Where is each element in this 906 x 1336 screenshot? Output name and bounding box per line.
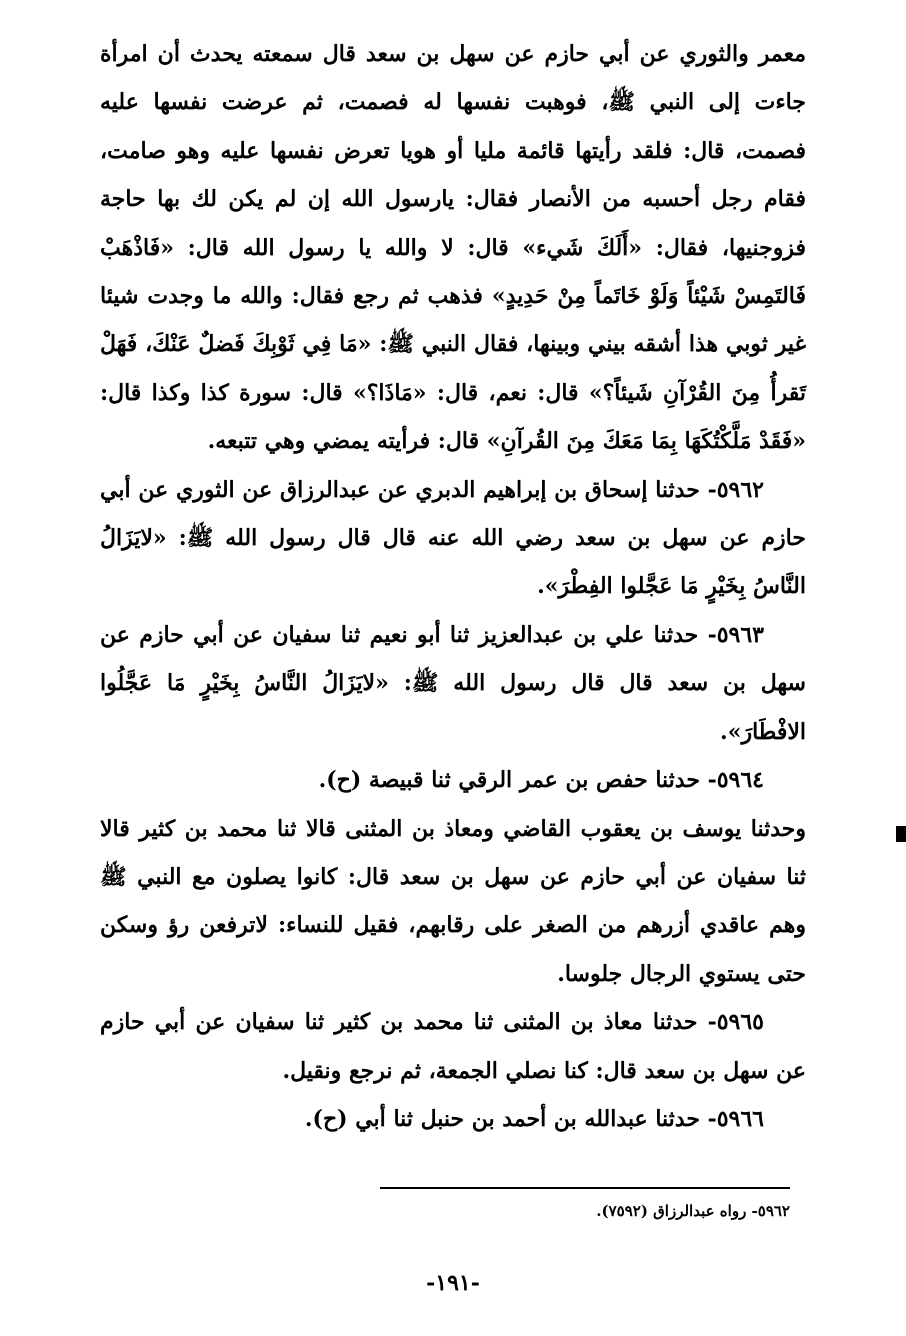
- paragraph-hadith-5964: ٥٩٦٤- حدثنا حفص بن عمر الرقي ثنا قبيصة (ح).: [318, 767, 764, 794]
- footnote-divider: [380, 1187, 790, 1189]
- edge-mark: [896, 826, 906, 842]
- main-text-block: [100, 30, 806, 1143]
- paragraph-hadith-5964-continued: وحدثنا يوسف بن يعقوب القاضي ومعاذ بن المثنى قالا ثنا محمد بن كثير قالا ثنا سفيان عن أبي حازم عن سهل بن سعد قال: كانوا يصلون مع النبي ﷺ وهم عاقدي أزرهم من الصغر على رقابهم، فقيل للنساء: لاترفعن رؤ وسكن حتى يستوي الرجال جلوسا.: [100, 815, 806, 987]
- paragraph-hadith-5962: ٥٩٦٢- حدثنا إسحاق بن إبراهيم الدبري عن عبدالرزاق عن الثوري عن أبي حازم عن سهل بن سعد رضي الله عنه قال قال رسول الله ﷺ: «لايَزَالُ النَّاسُ بِخَيْرٍ مَا عَجَّلوا الفِطْرَ».: [100, 476, 806, 600]
- footnote: ٥٩٦٢- رواه عبدالرزاق (٧٥٩٢).: [596, 1202, 790, 1220]
- paragraph-hadith-5965: ٥٩٦٥- حدثنا معاذ بن المثنى ثنا محمد بن كثير ثنا سفيان عن أبي حازم عن سهل بن سعد قال: كنا نصلي الجمعة، ثم نرجع ونقيل.: [100, 1009, 806, 1084]
- page-number: -١٩١-: [426, 1270, 480, 1296]
- paragraph-hadith-5966: ٥٩٦٦- حدثنا عبدالله بن أحمد بن حنبل ثنا أبي (ح).: [304, 1105, 764, 1132]
- paragraph-hadith-5963: ٥٩٦٣- حدثنا علي بن عبدالعزيز ثنا أبو نعيم ثنا سفيان عن أبي حازم عن سهل بن سعد قال قال رسول الله ﷺ: «لايَزَالُ النَّاسُ بِخَيْرٍ مَا عَجَّلُوا الافْطَارَ».: [100, 621, 806, 745]
- paragraph-hadith-continuation: معمر والثوري عن أبي حازم عن سهل بن سعد قال سمعته يحدث أن امرأة جاءت إلى النبي ﷺ، فوهبت نفسها له فصمت، ثم عرضت نفسها عليه فصمت، قال: فلقد رأيتها قائمة مليا أو هويا تعرض نفسها عليه وهو صامت، فقام رجل أحسبه من الأنصار فقال: يارسول الله إن لم يكن لك بها حاجة فزوجنيها، فقال: «أَلَكَ شَيء» قال: لا والله يا رسول الله قال: «فَاذْهَبْ فَالتَمِسْ شَيْئاً وَلَوْ خَاتَماً مِنْ حَدِيدٍ» فذهب ثم رجع فقال: والله ما وجدت شيئا غير ثوبي هذا أشقه بيني وبينها، فقال النبي ﷺ: «مَا فِي ثَوْبِكَ فَضلٌ عَنْكَ، فَهَلْ تَقرأُ مِنَ القُرْآنِ شَيئاً؟» قال: نعم، قال: «مَاذَا؟» قال: سورة كذا وكذا قال: «فَقَدْ مَلَّكْتُكَهَا بِمَا مَعَكَ مِنَ القُرآنِ» قال: فرأيته يمضي وهي تتبعه.: [100, 41, 806, 455]
